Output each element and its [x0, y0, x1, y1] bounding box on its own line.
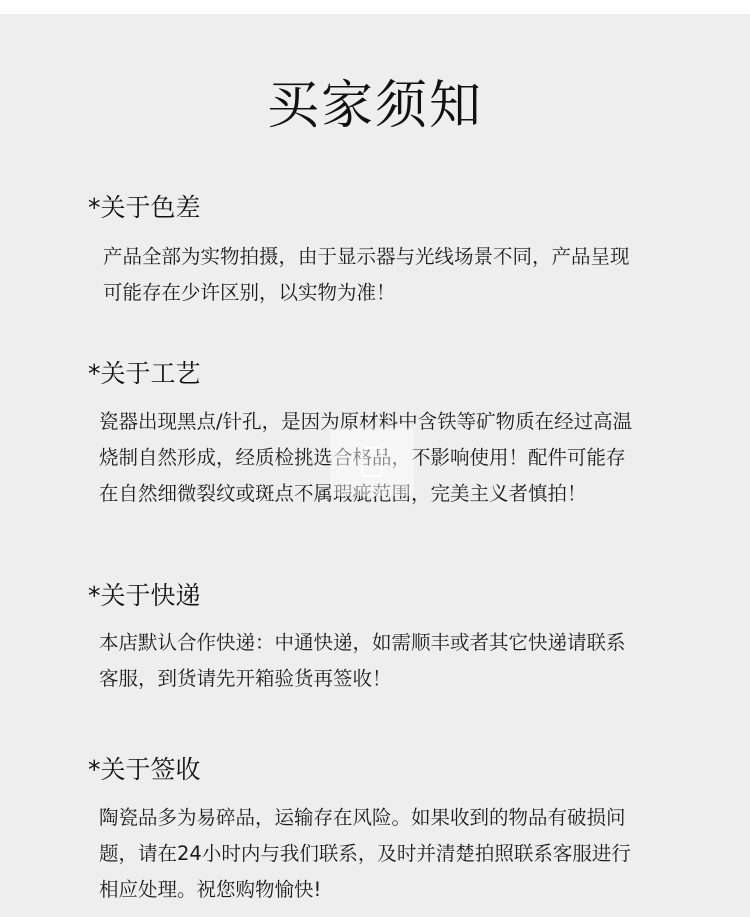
body-line: 瓷器出现黑点/针孔，是因为原材料中含铁等矿物质在经过高温 — [99, 410, 633, 433]
body-line: 烧制自然形成，经质检挑选合格品，不影响使用！配件可能存 — [99, 446, 626, 469]
section-body — [103, 239, 630, 311]
page-title: 买家须知 — [266, 76, 483, 136]
section-heading: *关于签收 — [88, 755, 201, 784]
body-line: 相应处理。祝您购物愉快! — [99, 878, 322, 901]
body-line: 题，请在24小时内与我们联系，及时并清楚拍照联系客服进行 — [99, 842, 631, 865]
body-line: 本店默认合作快递：中通快递，如需顺丰或者其它快递请联系 — [99, 631, 626, 654]
watermark-overlay — [330, 428, 414, 496]
body-line: 在自然细微裂纹或斑点不属瑕疵范围，完美主义者慎拍！ — [99, 482, 587, 505]
body-line: 产品全部为实物拍摄，由于显示器与光线场景不同，产品呈现 — [103, 245, 630, 268]
watermark-icon — [361, 447, 383, 477]
body-line: 可能存在少许区别，以实物为准！ — [103, 281, 396, 304]
section-heading: *关于快递 — [88, 581, 201, 610]
section-body — [99, 800, 631, 908]
body-line: 陶瓷品多为易碎品，运输存在风险。如果收到的物品有破损问 — [99, 806, 626, 829]
body-line: 客服，到货请先开箱验货再签收！ — [99, 667, 392, 690]
section-heading: *关于色差 — [88, 193, 201, 222]
section-body — [99, 625, 626, 697]
section-heading: *关于工艺 — [88, 359, 201, 388]
